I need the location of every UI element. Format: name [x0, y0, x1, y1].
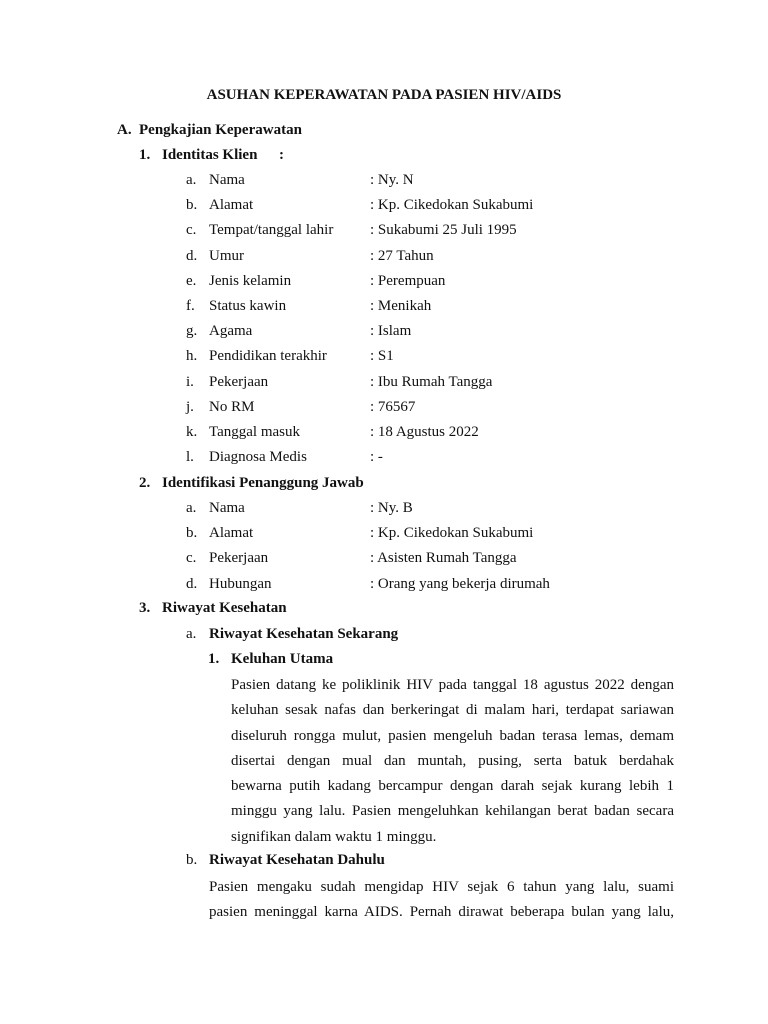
list-item-key: Umur	[209, 247, 244, 264]
list-item-value: : 18 Agustus 2022	[370, 424, 479, 440]
keluhan-line: bewarna putih kadang bercampur dengan darah sejak kurang lebih 1	[231, 778, 674, 795]
keluhan-marker: 1.	[208, 651, 220, 667]
list-item-value: : Ny. N	[370, 172, 414, 188]
list-item-letter: i.	[186, 373, 194, 390]
section-a-heading: Pengkajian Keperawatan	[139, 122, 302, 138]
list-item-value: : 76567	[370, 398, 416, 415]
list-item-value: : Ny. B	[370, 500, 413, 516]
list-item-value: : -	[370, 449, 383, 466]
list-item-key: Hubungan	[209, 575, 272, 592]
penanggung-marker: 2.	[139, 475, 151, 491]
list-item-value: : Kp. Cikedokan Sukabumi	[370, 525, 534, 542]
list-item-key: Pekerjaan	[209, 373, 269, 390]
keluhan-paragraph	[231, 673, 674, 850]
dahulu-line: pasien meninggal karna AIDS. Pernah dirawat beberapa bulan yang lalu,	[209, 904, 674, 921]
list-item-value: : 27 Tahun	[370, 247, 434, 264]
dahulu-line: Pasien mengaku sudah mengidap HIV sejak 6 tahun yang lalu, suami	[209, 879, 674, 895]
list-item-key: Pekerjaan	[209, 550, 269, 567]
list-item-key: Agama	[209, 323, 253, 340]
list-item-key: Alamat	[209, 525, 254, 542]
identitas-heading: Identitas Klien	[162, 147, 258, 163]
list-item-value: : S1	[370, 348, 394, 365]
list-item-letter: d.	[186, 247, 198, 264]
list-item-key: Nama	[209, 172, 245, 188]
keluhan-line: keluhan sesak nafas dan berkeringat di malam hari, terdapat sariawan	[231, 702, 674, 719]
identitas-marker: 1.	[139, 147, 151, 163]
list-item-key: Status kawin	[209, 298, 287, 314]
list-item-letter: g.	[186, 323, 198, 340]
list-item-letter: l.	[186, 449, 194, 466]
sekarang-heading: Riwayat Kesehatan Sekarang	[209, 626, 399, 642]
document-title: ASUHAN KEPERAWATAN PADA PASIEN HIV/AIDS	[206, 87, 562, 103]
list-item-letter: b.	[186, 197, 198, 214]
list-item-value: : Menikah	[370, 298, 432, 314]
list-item-key: Jenis kelamin	[209, 272, 292, 289]
list-item-key: Diagnosa Medis	[209, 449, 307, 466]
list-item-letter: a.	[186, 500, 197, 516]
sekarang-letter: a.	[186, 626, 197, 642]
list-item-value: : Perempuan	[370, 272, 446, 289]
dahulu-heading: Riwayat Kesehatan Dahulu	[209, 852, 385, 868]
list-item-key: Pendidikan terakhir	[209, 348, 327, 365]
list-item-letter: c.	[186, 550, 197, 567]
keluhan-line: minggu yang lalu. Pasien mengeluhkan kehilangan berat badan secara	[231, 803, 674, 820]
list-item-value: : Kp. Cikedokan Sukabumi	[370, 197, 534, 214]
keluhan-heading: Keluhan Utama	[231, 651, 334, 667]
list-item-value: : Orang yang bekerja dirumah	[370, 575, 550, 592]
keluhan-line: signifikan dalam waktu 1 minggu.	[231, 828, 437, 845]
keluhan-line: disertai dengan mual dan muntah, pusing, serta batuk berdahak	[231, 752, 674, 769]
list-item-value: : Asisten Rumah Tangga	[370, 550, 517, 567]
list-item-letter: d.	[186, 575, 198, 592]
list-item-value: : Ibu Rumah Tangga	[370, 373, 493, 390]
list-item-key: Tempat/tanggal lahir	[209, 222, 334, 239]
list-item-letter: h.	[186, 348, 198, 365]
list-item-key: Tanggal masuk	[209, 424, 301, 440]
list-item-letter: j.	[186, 398, 194, 415]
identitas-colon: :	[279, 147, 284, 163]
list-item-letter: c.	[186, 222, 197, 239]
list-item-key: No RM	[209, 398, 255, 415]
list-item-value: : Islam	[370, 323, 412, 340]
list-item-letter: e.	[186, 272, 197, 289]
section-a-marker: A.	[117, 122, 132, 138]
keluhan-line: diseluruh rongga mulut, pasien mengeluh badan terasa lemas, demam	[231, 727, 674, 744]
list-item-value: : Sukabumi 25 Juli 1995	[370, 222, 517, 239]
keluhan-line: Pasien datang ke poliklinik HIV pada tanggal 18 agustus 2022 dengan	[231, 677, 674, 693]
list-item-letter: a.	[186, 172, 197, 188]
penanggung-heading: Identifikasi Penanggung Jawab	[162, 475, 364, 491]
dahulu-paragraph	[209, 875, 674, 926]
list-item-key: Alamat	[209, 197, 254, 214]
riwayat-marker: 3.	[139, 600, 151, 616]
riwayat-heading: Riwayat Kesehatan	[162, 600, 287, 616]
list-item-letter: k.	[186, 424, 198, 440]
list-item-key: Nama	[209, 500, 245, 516]
list-item-letter: f.	[186, 298, 195, 314]
list-item-letter: b.	[186, 525, 198, 542]
dahulu-letter: b.	[186, 852, 198, 868]
